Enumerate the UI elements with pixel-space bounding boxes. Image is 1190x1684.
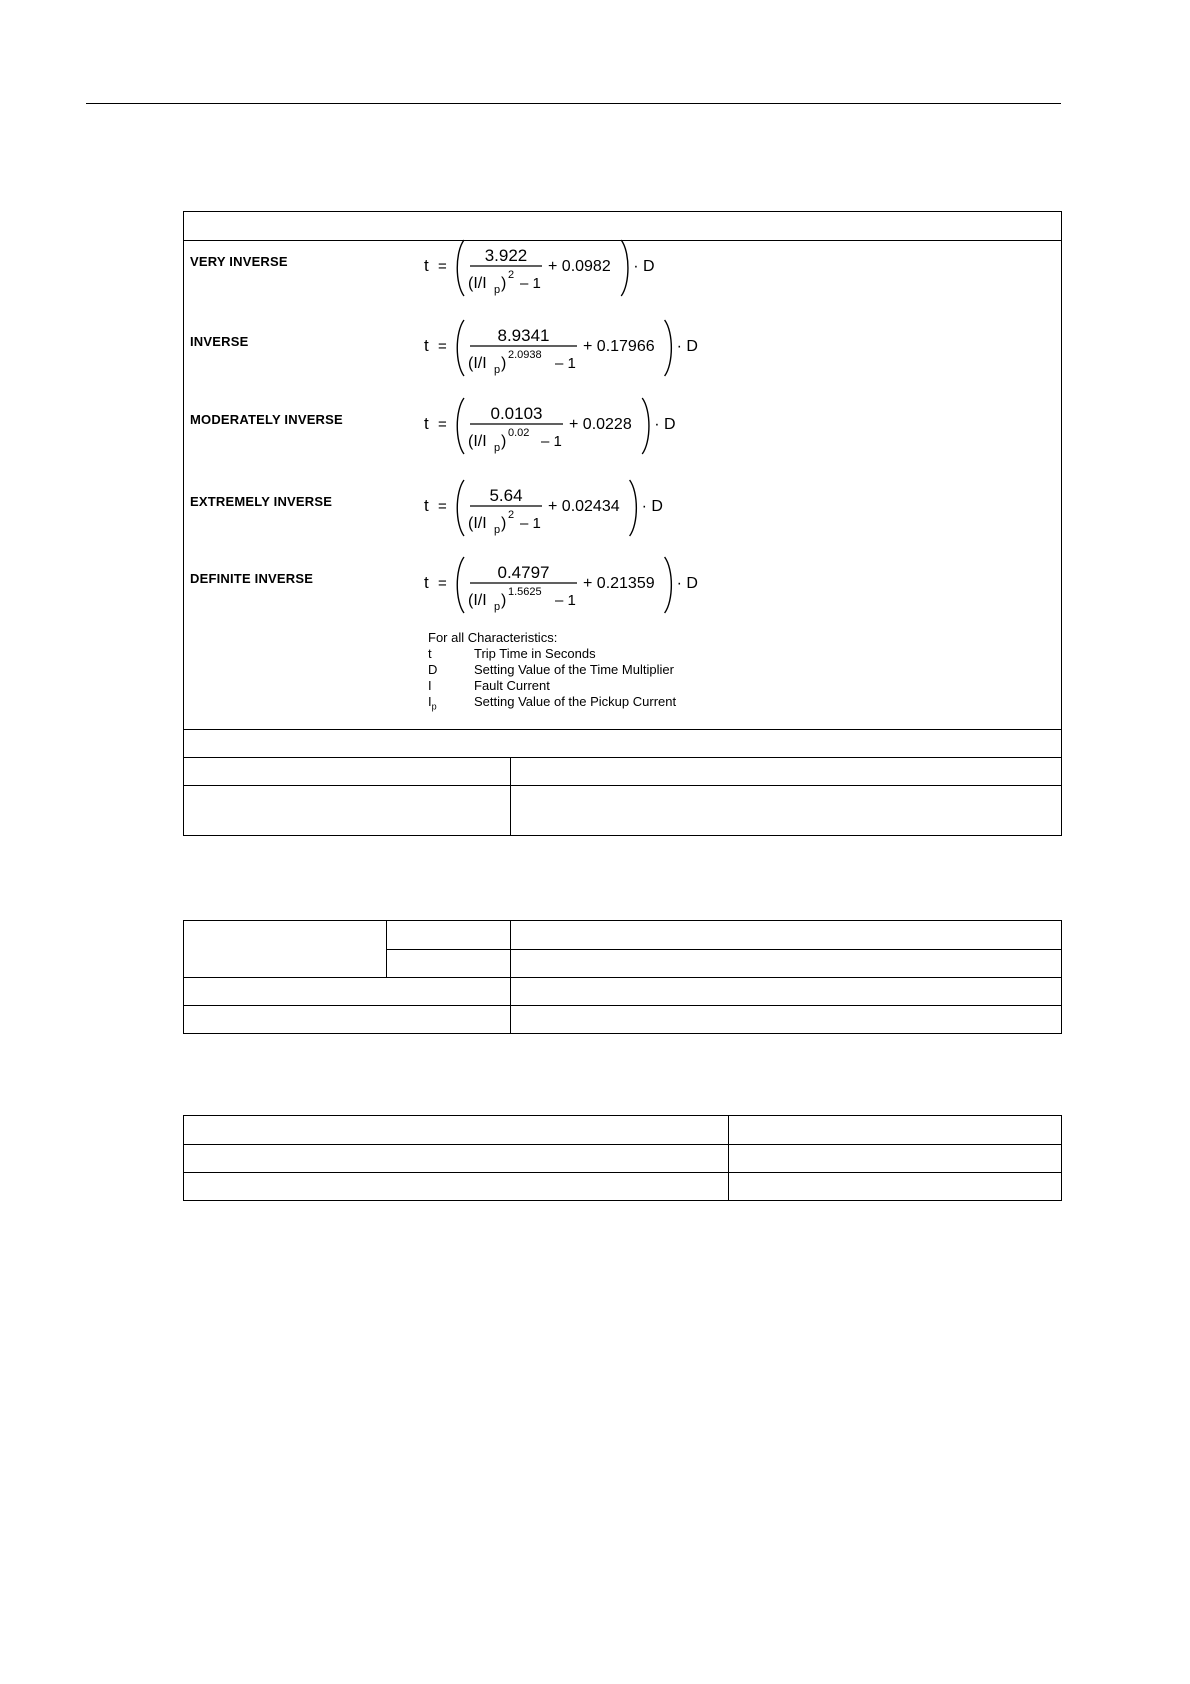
table-row-divider	[184, 1172, 1061, 1173]
formula-equals: =	[438, 498, 447, 515]
curve-name: VERY INVERSE	[190, 254, 288, 269]
denominator-base: (I/I	[468, 592, 487, 609]
formula-legend	[428, 630, 676, 715]
denominator-close: )	[501, 433, 507, 450]
right-paren	[665, 557, 672, 613]
formula-graphic	[424, 392, 724, 462]
formula-numerator: 3.922	[484, 246, 528, 265]
denominator-minus: – 1	[520, 275, 541, 292]
legend-symbol: I	[428, 678, 432, 693]
denominator-base: (I/I	[468, 355, 487, 372]
denominator-exponent: 2.0938	[508, 349, 542, 361]
left-paren	[457, 240, 464, 296]
settings-table	[183, 920, 1062, 1034]
denominator-minus: – 1	[555, 355, 576, 372]
denominator-sub: p	[494, 524, 501, 536]
legend-symbol: $I_p$	[428, 694, 437, 712]
denominator-minus: – 1	[520, 515, 541, 532]
formula-numerator: 0.4797	[497, 563, 550, 582]
curve-name: MODERATELY INVERSE	[190, 412, 343, 427]
right-paren	[642, 398, 649, 454]
left-paren	[457, 480, 464, 536]
denominator-base: (I/I	[468, 433, 487, 450]
table-column-divider	[510, 921, 511, 1033]
curve-name: DEFINITE INVERSE	[190, 571, 314, 586]
table-column-divider	[728, 1116, 729, 1200]
formula-constant: + 0.02434	[548, 498, 620, 515]
formula-equals: =	[438, 258, 447, 275]
formula-graphic	[424, 551, 724, 621]
formula-numerator: 8.9341	[497, 326, 550, 345]
legend-item	[428, 662, 676, 678]
curve-formula	[424, 392, 724, 462]
denominator-base: (I/I	[468, 275, 487, 292]
table-row-divider	[184, 977, 1061, 978]
legend-title: For all Characteristics:	[428, 630, 558, 645]
table-row-divider	[184, 785, 1061, 786]
curve-formula	[424, 474, 724, 544]
formula-equals: =	[438, 338, 447, 355]
denominator-close: )	[501, 592, 507, 609]
table-row-divider	[184, 757, 1061, 758]
legend-symbol: t	[428, 646, 432, 661]
denominator-exponent: 0.02	[508, 427, 530, 439]
table-row-divider	[184, 1144, 1061, 1145]
formula-equals: =	[438, 416, 447, 433]
legend-item	[428, 678, 676, 694]
formula-multiplier: · D	[641, 498, 663, 515]
formula-multiplier: · D	[633, 258, 655, 275]
formula-lhs: t	[424, 256, 429, 275]
legend-description: Setting Value of the Pickup Current	[474, 694, 677, 709]
formula-multiplier: · D	[676, 338, 698, 355]
left-paren	[457, 557, 464, 613]
denominator-sub: p	[494, 601, 501, 613]
formula-constant: + 0.0228	[569, 416, 632, 433]
right-paren	[630, 480, 637, 536]
denominator-close: )	[501, 355, 507, 372]
denominator-sub: p	[494, 442, 501, 454]
formula-constant: + 0.0982	[548, 258, 611, 275]
formula-multiplier: · D	[676, 575, 698, 592]
table-row-divider	[184, 1005, 1061, 1006]
formula-lhs: t	[424, 573, 429, 592]
table-column-divider	[510, 757, 511, 835]
denominator-minus: – 1	[555, 592, 576, 609]
formula-graphic	[424, 474, 724, 544]
formula-constant: + 0.17966	[583, 338, 655, 355]
header-rule	[86, 103, 1061, 104]
legend-item	[428, 646, 676, 662]
characteristics-table	[183, 211, 1062, 836]
values-table	[183, 1115, 1062, 1201]
denominator-sub: p	[494, 284, 501, 296]
right-paren	[665, 320, 672, 376]
formula-equals: =	[438, 575, 447, 592]
formula-constant: + 0.21359	[583, 575, 655, 592]
denominator-sub: p	[494, 364, 501, 376]
denominator-close: )	[501, 275, 507, 292]
formula-lhs: t	[424, 336, 429, 355]
legend-symbol: D	[428, 662, 438, 677]
left-paren	[457, 398, 464, 454]
formula-multiplier: · D	[654, 416, 676, 433]
denominator-close: )	[501, 515, 507, 532]
denominator-exponent: 2	[508, 269, 515, 281]
table-row-divider	[184, 729, 1061, 730]
legend-item	[428, 694, 676, 715]
curve-formula	[424, 314, 724, 384]
table-column-divider	[386, 921, 387, 977]
right-paren	[621, 240, 628, 296]
formula-numerator: 5.64	[489, 486, 523, 505]
legend-description: Trip Time in Seconds	[474, 646, 596, 661]
formula-lhs: t	[424, 414, 429, 433]
curve-formula	[424, 551, 724, 621]
formula-graphic	[424, 234, 724, 304]
formula-numerator: 0.0103	[490, 404, 543, 423]
left-paren	[457, 320, 464, 376]
table-row-divider	[386, 949, 1061, 950]
legend-description: Setting Value of the Time Multiplier	[474, 662, 674, 677]
denominator-base: (I/I	[468, 515, 487, 532]
denominator-exponent: 1.5625	[508, 586, 542, 598]
curve-name: EXTREMELY INVERSE	[190, 494, 333, 509]
curve-formula	[424, 234, 724, 304]
legend-description: Fault Current	[474, 678, 550, 693]
formula-graphic	[424, 314, 724, 384]
denominator-minus: – 1	[541, 433, 562, 450]
curve-name: INVERSE	[190, 334, 249, 349]
denominator-exponent: 2	[508, 509, 515, 521]
formula-lhs: t	[424, 496, 429, 515]
